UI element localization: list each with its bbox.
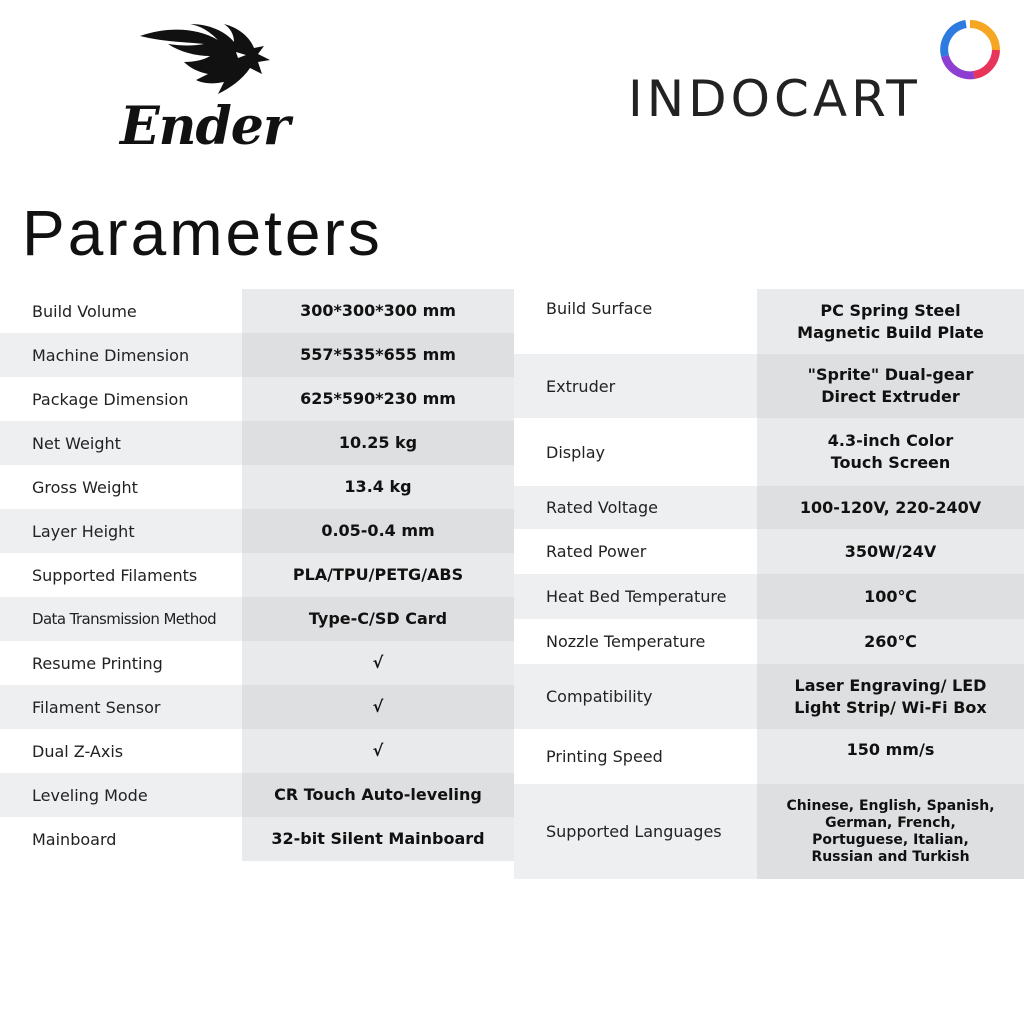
spec-row <box>0 597 514 641</box>
spec-value: √ <box>242 729 514 773</box>
spec-row <box>514 784 1024 879</box>
spec-label: Compatibility <box>514 664 757 729</box>
spec-value: 150 mm/s <box>757 729 1024 784</box>
spec-value: 350W/24V <box>757 529 1024 574</box>
spec-label: Filament Sensor <box>0 685 242 729</box>
spec-value: 625*590*230 mm <box>242 377 514 421</box>
ring-icon <box>938 18 1002 82</box>
spec-label: Supported Languages <box>514 784 757 879</box>
spec-value: 100℃ <box>757 574 1024 619</box>
spec-value: 557*535*655 mm <box>242 333 514 377</box>
spec-label: Dual Z-Axis <box>0 729 242 773</box>
spec-label: Layer Height <box>0 509 242 553</box>
spec-row <box>0 729 514 773</box>
spec-row <box>514 619 1024 664</box>
ender-logo <box>120 22 320 157</box>
spec-value: 13.4 kg <box>242 465 514 509</box>
spec-label: Nozzle Temperature <box>514 619 757 664</box>
spec-value: Type-C/SD Card <box>242 597 514 641</box>
spec-row <box>514 574 1024 619</box>
spec-row <box>0 509 514 553</box>
dragon-icon <box>138 22 278 102</box>
spec-row <box>0 377 514 421</box>
spec-value: 4.3-inch Color Touch Screen <box>757 418 1024 486</box>
spec-label: Build Surface <box>514 289 757 354</box>
spec-row <box>514 529 1024 574</box>
spec-label: Data Transmission Method <box>0 597 242 641</box>
spec-label: Heat Bed Temperature <box>514 574 757 619</box>
spec-row <box>514 289 1024 354</box>
spec-label: Resume Printing <box>0 641 242 685</box>
page-title: Parameters <box>22 197 383 269</box>
spec-value: √ <box>242 641 514 685</box>
spec-row <box>514 729 1024 784</box>
spec-row <box>0 553 514 597</box>
spec-row <box>0 685 514 729</box>
spec-row <box>514 486 1024 529</box>
spec-row <box>0 289 514 333</box>
spec-row <box>0 641 514 685</box>
spec-label: Mainboard <box>0 817 242 861</box>
spec-label: Gross Weight <box>0 465 242 509</box>
spec-row <box>514 354 1024 418</box>
spec-label: Display <box>514 418 757 486</box>
spec-row <box>0 465 514 509</box>
spec-label: Supported Filaments <box>0 553 242 597</box>
spec-row <box>0 817 514 861</box>
spec-value: 300*300*300 mm <box>242 289 514 333</box>
spec-label: Leveling Mode <box>0 773 242 817</box>
spec-label: Machine Dimension <box>0 333 242 377</box>
spec-label: Extruder <box>514 354 757 418</box>
spec-row <box>0 421 514 465</box>
spec-row <box>514 418 1024 486</box>
spec-label: Printing Speed <box>514 729 757 784</box>
spec-value: PLA/TPU/PETG/ABS <box>242 553 514 597</box>
spec-value: 0.05-0.4 mm <box>242 509 514 553</box>
spec-value: √ <box>242 685 514 729</box>
spec-value: Laser Engraving/ LED Light Strip/ Wi-Fi Box <box>757 664 1024 729</box>
spec-value: "Sprite" Dual-gear Direct Extruder <box>757 354 1024 418</box>
spec-value: 260℃ <box>757 619 1024 664</box>
spec-label: Net Weight <box>0 421 242 465</box>
spec-label: Rated Power <box>514 529 757 574</box>
indocart-logo-text: INDOCART <box>628 70 921 128</box>
spec-row <box>0 333 514 377</box>
spec-label: Build Volume <box>0 289 242 333</box>
spec-label: Rated Voltage <box>514 486 757 529</box>
spec-value: 32-bit Silent Mainboard <box>242 817 514 861</box>
spec-value: 10.25 kg <box>242 421 514 465</box>
ender-logo-text: Ender <box>120 96 290 157</box>
spec-value: CR Touch Auto-leveling <box>242 773 514 817</box>
spec-value: 100-120V, 220-240V <box>757 486 1024 529</box>
spec-row <box>514 664 1024 729</box>
spec-row <box>0 773 514 817</box>
indocart-logo <box>628 18 1008 128</box>
spec-table-left <box>0 289 514 861</box>
spec-value: PC Spring Steel Magnetic Build Plate <box>757 289 1024 354</box>
spec-value: Chinese, English, Spanish, German, French, Portuguese, Italian, Russian and Turkish <box>757 784 1024 879</box>
spec-label: Package Dimension <box>0 377 242 421</box>
spec-table-right <box>514 289 1024 879</box>
